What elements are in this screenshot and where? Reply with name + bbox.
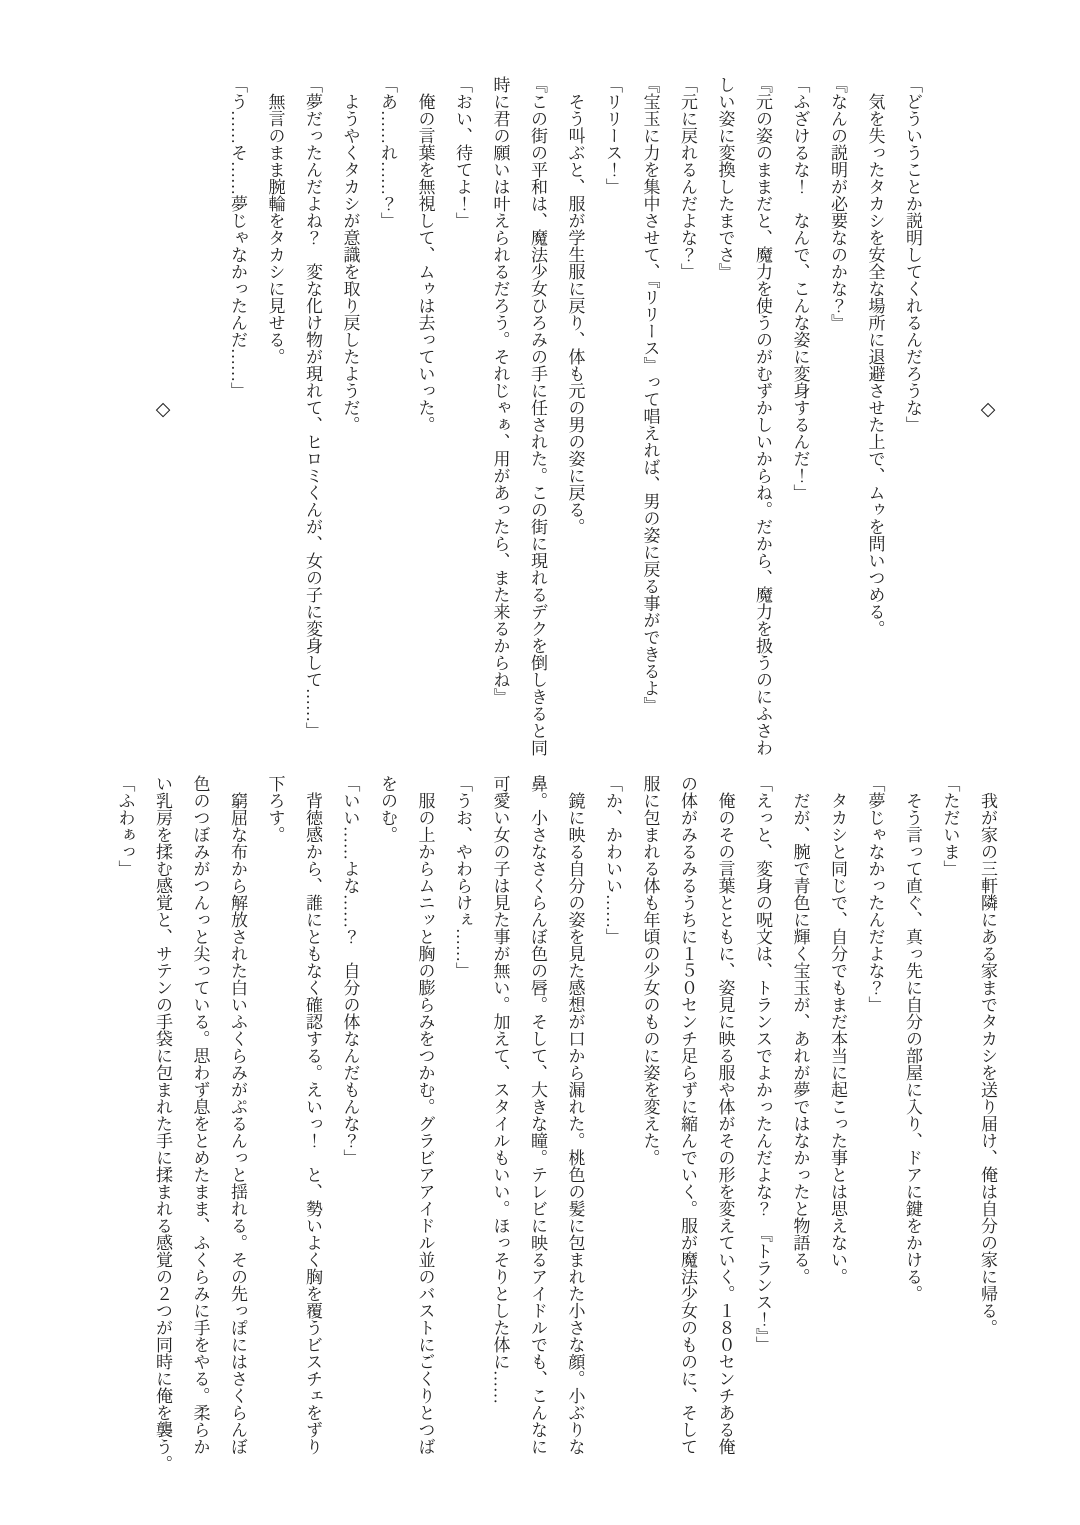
text-line: 下ろす。 <box>265 775 285 843</box>
text-line: 「か、かわいい……」 <box>603 775 622 945</box>
text-line: 「ただいま」 <box>940 775 960 877</box>
text-line: をのむ。 <box>378 775 397 843</box>
scene-break-diamond: ◇ <box>152 398 173 420</box>
text-line: ようやくタカシが意識を取り戻したようだ。 <box>340 76 360 433</box>
text-line: 可愛い女の子は見た事が無い。加えて、スタイルもいい。ほっそりとした体に…… <box>490 775 510 1404</box>
text-line: 鼻。小さなさくらんぼ色の唇。そして、大きな瞳。テレビに映るアイドルでも、こんなに <box>528 775 547 1455</box>
text-line: 俺の言葉を無視して、ムゥは去っていった。 <box>415 76 435 433</box>
text-line: 俺のその言葉とともに、姿見に映る服や体がその形を変えていく。１８０センチある俺 <box>715 775 735 1455</box>
text-line: 『宝玉に力を集中させて、『リリース』って唱えれば、男の姿に戻る事ができるよ』 <box>640 76 660 714</box>
text-line: 「元に戻れるんだよな？」 <box>678 76 697 280</box>
text-line: 「ふざけるな！ なんで、こんな姿に変身するんだ！」 <box>790 76 810 501</box>
text-line: 無言のまま腕輪をタカシに見せる。 <box>265 76 285 365</box>
text-line: の体がみるみるうちに１５０センチ足らずに縮んでいく。服が魔法少女のものに、そして <box>678 775 697 1455</box>
text-line: 「夢じゃなかったんだよな？」 <box>865 775 885 1013</box>
text-line: そう叫ぶと、服が学生服に戻り、体も元の男の姿に戻る。 <box>565 76 585 535</box>
text-line: 「えっと、変身の呪文は、トランスでよかったんだよな？ 『トランス！』」 <box>753 775 772 1353</box>
text-line: 「う……そ……夢じゃなかったんだ……」 <box>228 76 247 399</box>
top-text-block <box>144 76 1007 766</box>
text-line: 『なんの説明が必要なのかな？』 <box>828 76 847 331</box>
text-line: だが、腕で青色に輝く宝玉が、あれが夢ではなかったと物語る。 <box>790 775 810 1285</box>
scene-break-diamond: ◇ <box>977 398 998 420</box>
text-line: 「うお、やわらけぇ……」 <box>453 775 472 979</box>
text-line: 「ふわぁっ」 <box>115 775 135 877</box>
text-line: 「いい……よな……？ 自分の体なんだもんな？」 <box>340 775 360 1166</box>
text-line: タカシと同じで、自分でもまだ本当に起こった事とは思えない。 <box>828 775 847 1285</box>
text-line: 服の上からムニッと胸の膨らみをつかむ。グラビアアイドル並のバストにごくりとつば <box>415 775 435 1455</box>
blank-line <box>931 76 969 766</box>
text-line: 「夢だったんだよね？ 変な化け物が現れて、ヒロミくんが、女の子に変身して……」 <box>303 76 322 739</box>
text-line: 時に君の願いは叶えられるだろう。それじゃぁ、用があったら、また来るからね』 <box>490 76 510 705</box>
text-line: しい姿に変換したまでさ』 <box>715 76 735 280</box>
text-line: 「どういうことか説明してくれるんだろうな」 <box>903 76 922 433</box>
text-line: 『元の姿のままだと、魔力を使うのがむずかしいからね。だから、魔力を扱うのにふさわ <box>753 76 772 756</box>
text-line: 「おい、待てよ！」 <box>453 76 472 229</box>
text-line: そう言って直ぐ、真っ先に自分の部屋に入り、ドアに鍵をかける。 <box>903 775 922 1302</box>
text-line: 我が家の三軒隣にある家までタカシを送り届け、俺は自分の家に帰る。 <box>978 775 997 1336</box>
text-line: 「あ……れ……？」 <box>378 76 397 229</box>
text-line: 「リリース！」 <box>603 76 622 195</box>
text-line: 服に包まれる体も年頃の少女のものに姿を変えた。 <box>640 775 660 1166</box>
text-line: 背徳感から、誰にともなく確認する。えいっ！ と、勢いよく胸を覆うビスチェをずり <box>303 775 322 1455</box>
text-line: 窮屈な布から解放された白いふくらみがぷるんっと揺れる。その先っぽにはさくらんぼ <box>228 775 247 1455</box>
text-line: 色のつぼみがつんっと尖っている。思わず息をとめたまま、ふくらみに手をやる。柔らか <box>190 775 210 1455</box>
text-line: 鏡に映る自分の姿を見た感想が口から漏れた。桃色の髪に包まれた小さな顔。小ぶりな <box>565 775 585 1455</box>
text-line: 『この街の平和は、魔法少女ひろみの手に任された。この街に現れるデクを倒しきると同 <box>528 76 547 756</box>
bottom-text-block <box>106 775 1006 1490</box>
text-line: 気を失ったタカシを安全な場所に退避させた上で、ムゥを問いつめる。 <box>865 76 885 637</box>
blank-line <box>181 76 219 766</box>
text-line: い乳房を揉む感覚と、サテンの手袋に包まれた手に揉まれる感覚の２つが同時に俺を襲う。 <box>153 775 172 1472</box>
